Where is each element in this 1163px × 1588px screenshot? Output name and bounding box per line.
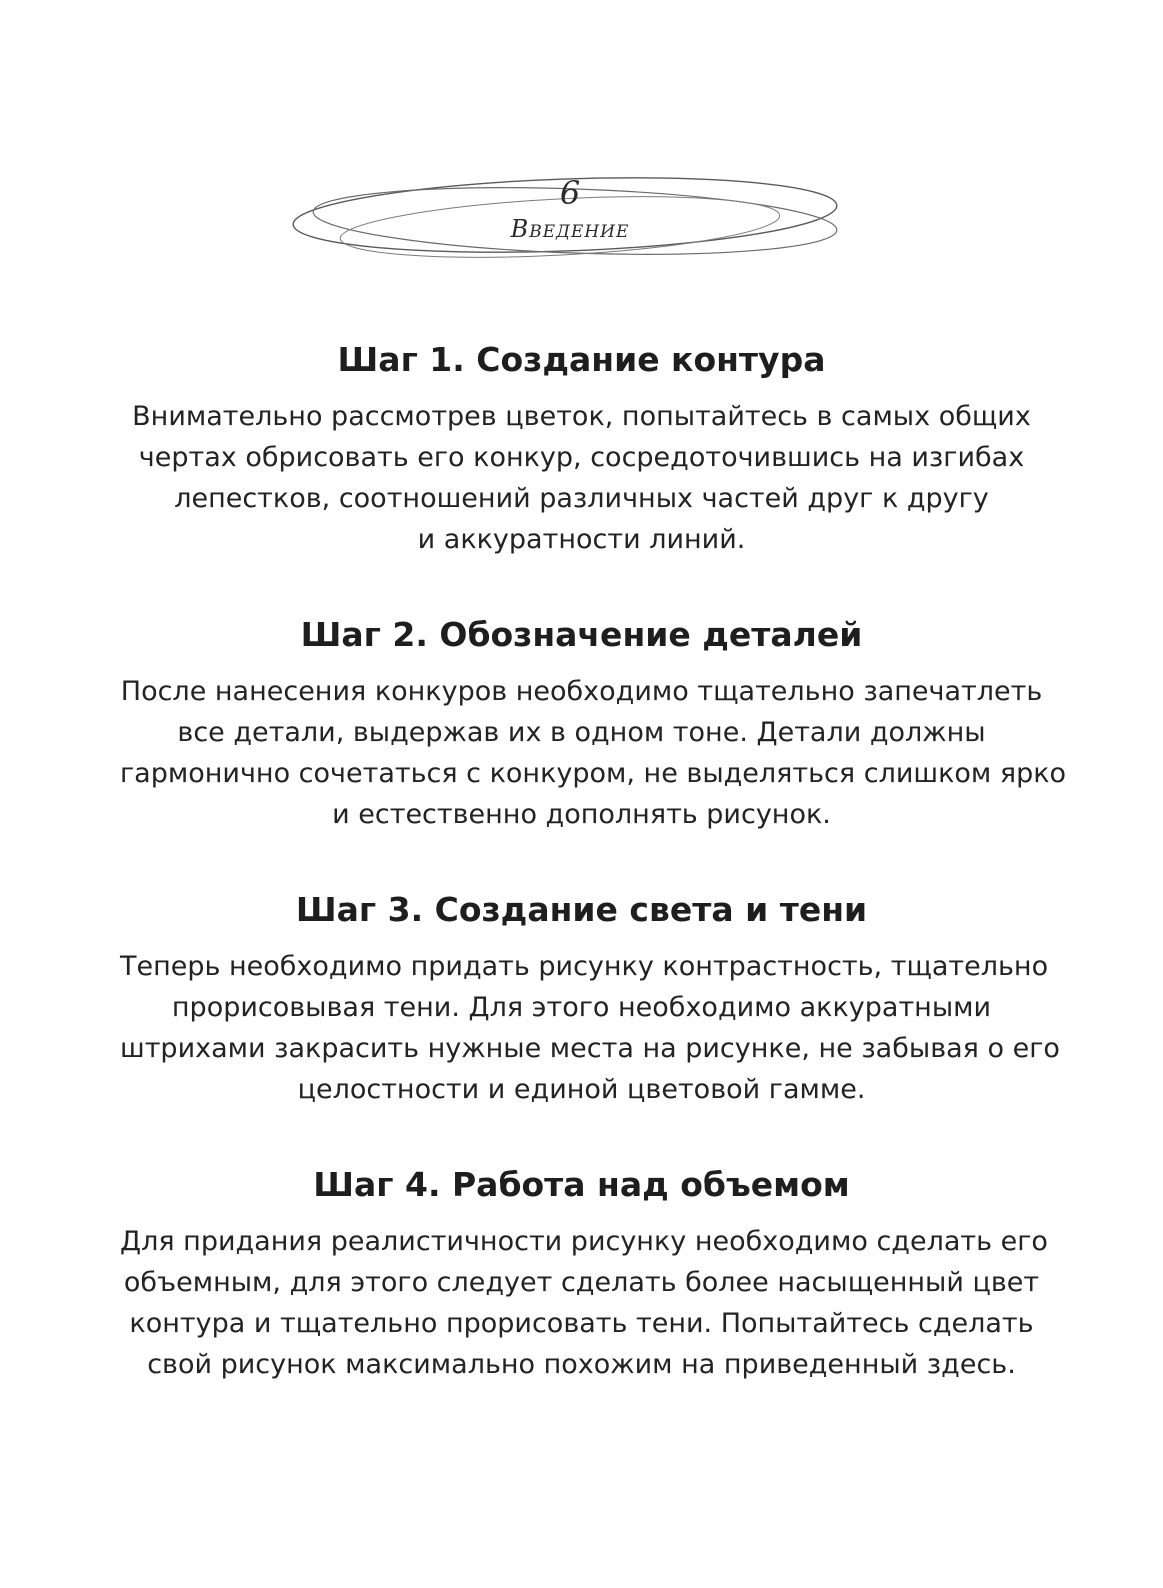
step-body-line: свой рисунок максимально похожим на приведенный здесь. xyxy=(147,1349,1016,1380)
step-body-line: Теперь необходимо придать рисунку контрастность, тщательно xyxy=(120,951,1049,982)
step-body-line: и естественно дополнять рисунок. xyxy=(332,799,831,830)
step-body-line: прорисовывая тени. Для этого необходимо аккуратными xyxy=(171,992,992,1023)
step-heading: Шаг 1. Создание контура xyxy=(337,340,826,379)
step-section-4 xyxy=(120,1163,1048,1385)
step-body-line: чертах обрисовать его конкур, сосредоточившись на изгибах xyxy=(138,442,1025,473)
step-body-line: штрихами закрасить нужные места на рисунке, не забывая о его xyxy=(120,1033,1060,1064)
step-section-3 xyxy=(120,888,1060,1110)
step-section-2 xyxy=(120,613,1067,835)
step-body-line: лепестков, соотношений различных частей друг к другу xyxy=(174,483,989,514)
step-body xyxy=(120,1221,1048,1385)
step-body xyxy=(120,946,1060,1110)
step-body xyxy=(120,671,1067,835)
page-number: 6 xyxy=(559,174,581,212)
step-heading: Шаг 3. Создание света и тени xyxy=(295,890,868,929)
step-heading: Шаг 2. Обозначение деталей xyxy=(300,615,863,654)
step-body-line: Для придания реалистичности рисунку необходимо сделать его xyxy=(120,1226,1048,1257)
step-body-line: Внимательно рассмотрев цветок, попытайтесь в самых общих xyxy=(132,401,1031,432)
step-body-line: контура и тщательно прорисовать тени. Попытайтесь сделать xyxy=(129,1308,1034,1339)
step-body-line: и аккуратности линий. xyxy=(417,524,746,555)
chapter-title: Введение xyxy=(510,215,630,243)
step-body-line: целостности и единой цветовой гамме. xyxy=(297,1074,866,1105)
step-body-line: все детали, выдержав их в одном тоне. Детали должны xyxy=(177,717,986,748)
step-body-line: объемным, для этого следует сделать более насыщенный цвет xyxy=(123,1267,1040,1298)
step-heading: Шаг 4. Работа над объемом xyxy=(313,1165,850,1204)
page-header xyxy=(290,165,850,275)
step-section-1 xyxy=(120,338,1043,560)
step-body-line: гармонично сочетаться с конкуром, не выделяться слишком ярко xyxy=(120,758,1067,789)
step-body xyxy=(120,396,1043,560)
step-body-line: После нанесения конкуров необходимо тщательно запечатлеть xyxy=(120,676,1043,707)
